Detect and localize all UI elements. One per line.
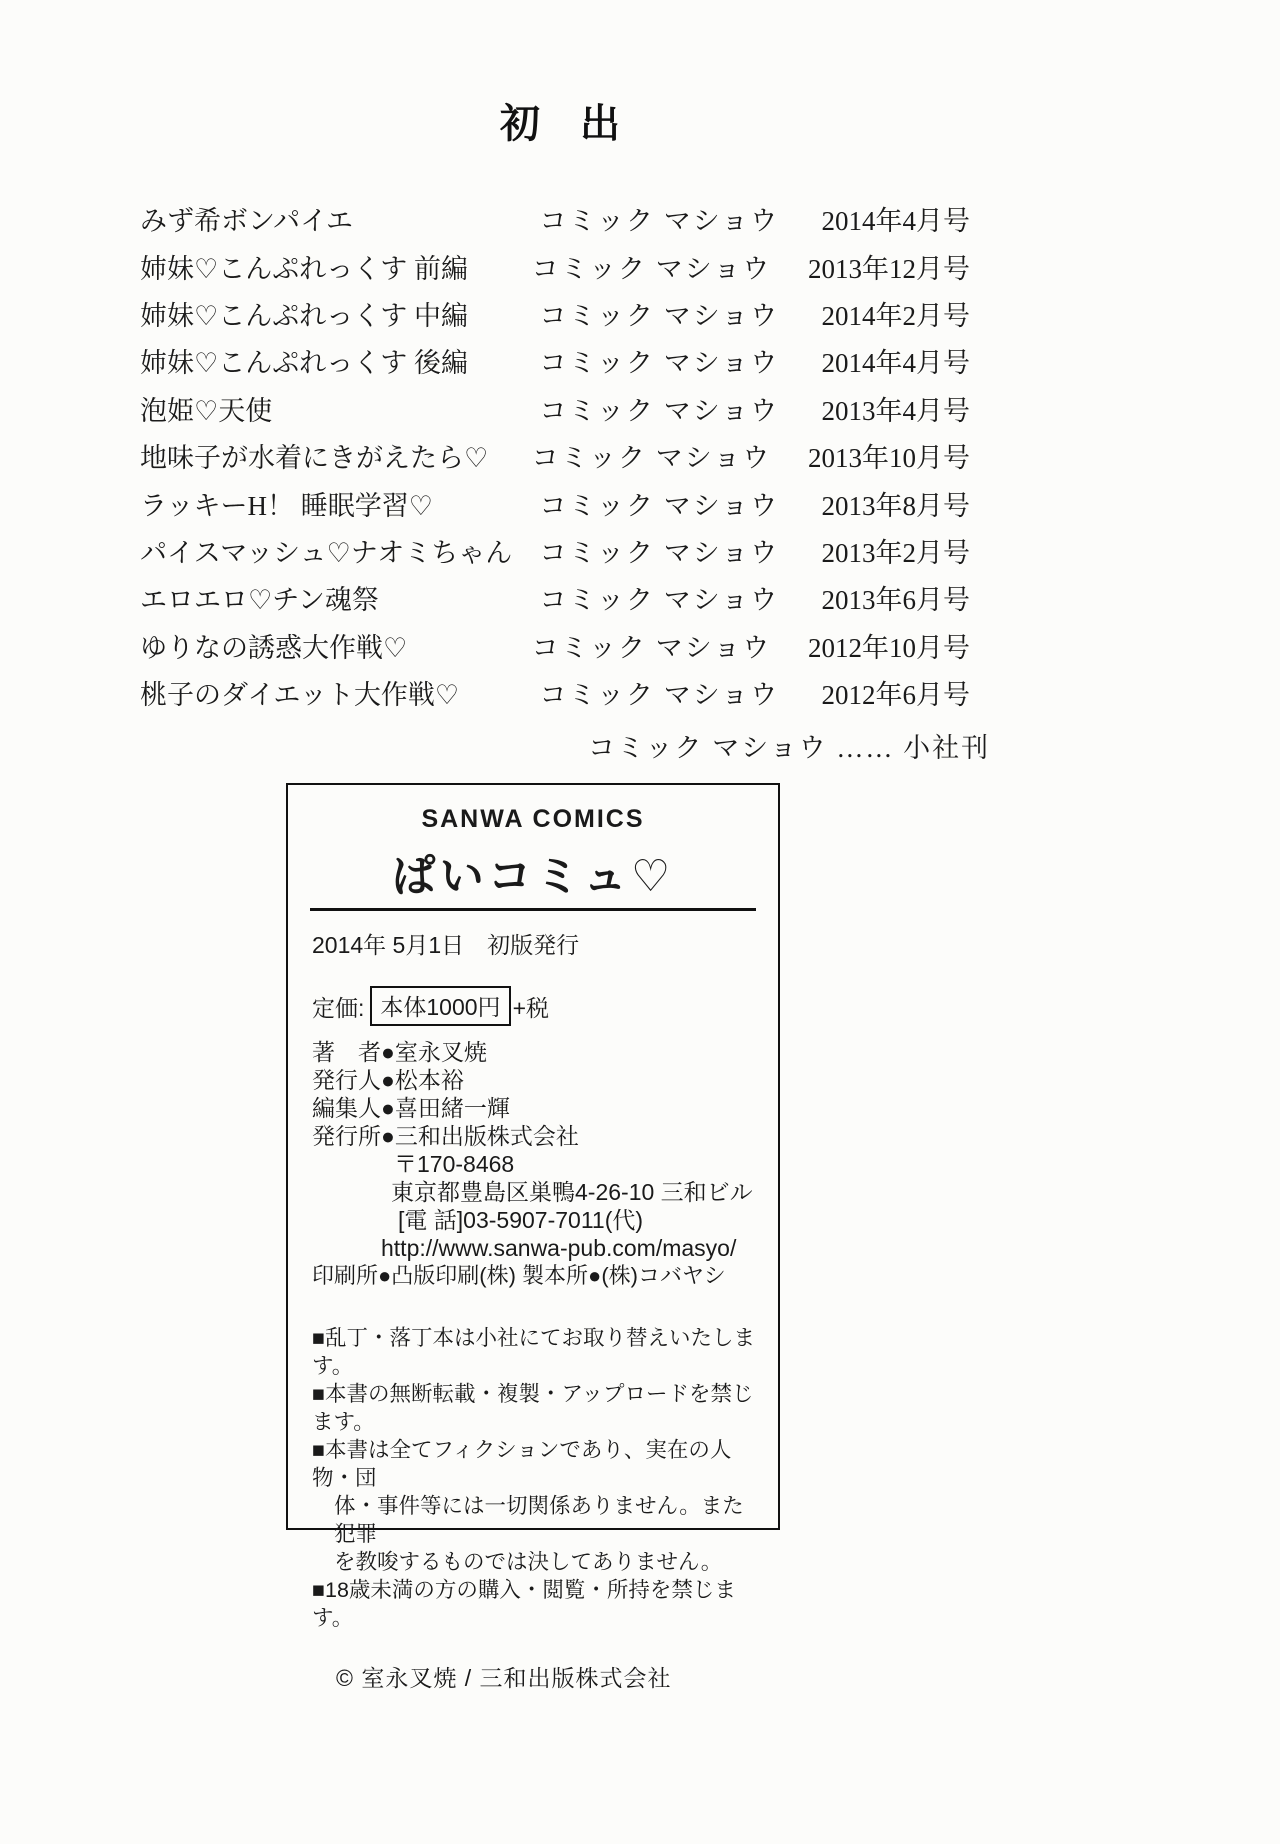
work-title: パイスマッシュ♡ナオミちゃん [140,537,513,568]
imprint-brand: SANWA COMICS [421,805,645,833]
credit-imprint: 発行所●三和出版株式会社 [312,1123,579,1149]
list-item [140,195,970,242]
publisher-url: http://www.sanwa-pub.com/masyo/ [381,1235,737,1261]
work-title: 姉妹♡こんぷれっくす 前編 [140,253,468,284]
issue-date: 2013年6月号 [821,585,970,616]
street-address: 東京都豊島区巣鴨4-26-10 三和ビル [391,1179,753,1205]
issue-date: 2013年10月号 [808,443,970,474]
page-title: 初 出 [500,101,620,146]
issue-date: 2013年12月号 [808,253,970,284]
issue-date: 2012年10月号 [808,632,970,663]
list-item [140,527,970,574]
legal-notices [312,1324,760,1632]
magazine-name: コミック マショウ [531,443,772,474]
work-title: みず希ボンパイエ [140,206,354,237]
list-item [140,669,970,716]
work-title: 泡姫♡天使 [140,395,273,426]
magazine-name: コミック マショウ [539,537,780,568]
magazine-publisher-note: コミック マショウ …… 小社刊 [588,733,991,763]
credit-publisher: 発行人●松本裕 [312,1067,464,1093]
credits-block [312,1038,778,1262]
issue-date: 2013年8月号 [821,490,970,521]
work-title: 姉妹♡こんぷれっくす 後編 [140,348,468,379]
title-divider [310,908,756,911]
magazine-name: コミック マショウ [539,348,780,379]
issue-date: 2012年6月号 [821,680,970,711]
credit-author: 著 者●室永叉焼 [312,1039,487,1065]
list-item [140,290,970,337]
magazine-name: コミック マショウ [539,490,780,521]
work-title: ゆりなの誘惑大作戦♡ [140,632,408,663]
notice-line: 体・事件等には一切関係ありません。また犯罪 [334,1494,744,1546]
work-title: ラッキーH！ 睡眠学習♡ [140,490,433,521]
list-item [140,574,970,621]
work-title: 地味子が水着にきがえたら♡ [140,443,489,474]
issue-date: 2013年4月号 [821,395,970,426]
work-title: 桃子のダイエット大作戦♡ [140,680,460,711]
issue-date: 2013年2月号 [821,537,970,568]
credit-editor: 編集人●喜田緒一輝 [312,1095,510,1121]
magazine-name: コミック マショウ [539,395,780,426]
issue-date: 2014年2月号 [821,300,970,331]
notice-line: を教唆するものでは決してありません。 [334,1550,723,1574]
list-item [140,432,970,479]
notice-line: ■18歳未満の方の購入・閲覧・所持を禁じます。 [312,1578,736,1630]
magazine-name: コミック マショウ [539,300,780,331]
printer-binder-line: 印刷所●凸版印刷(株) 製本所●(株)コバヤシ [312,1263,726,1288]
list-item [140,385,970,432]
price-label: 定価: [312,994,365,1021]
price-tax-suffix: +税 [512,994,549,1021]
work-title: 姉妹♡こんぷれっくす 中編 [140,300,468,331]
magazine-name: コミック マショウ [539,206,780,237]
list-item [140,337,970,384]
price-line [312,986,778,1026]
notice-line: ■本書の無断転載・複製・アップロードを禁じます。 [312,1382,754,1434]
phone-number: [電 話]03-5907-7011(代) [398,1207,644,1233]
magazine-name: コミック マショウ [531,253,772,284]
list-item [140,622,970,669]
notice-line: ■本書は全てフィクションであり、実在の人物・団 [312,1438,732,1490]
price-boxed-value: 本体1000円 [370,986,510,1026]
edition-date: 2014年 5月1日 初版発行 [312,932,580,958]
magazine-name: コミック マショウ [539,585,780,616]
book-title: ぱいコミュ♡ [391,852,675,901]
list-item [140,242,970,289]
issue-date: 2014年4月号 [821,348,970,379]
first-publication-list [140,195,970,716]
notice-line: ■乱丁・落丁本は小社にてお取り替えいたします。 [312,1326,755,1378]
magazine-name: コミック マショウ [539,680,780,711]
work-title: エロエロ♡チン魂祭 [140,585,379,616]
issue-date: 2014年4月号 [821,206,970,237]
list-item [140,479,970,526]
copyright-line: © 室永叉焼 / 三和出版株式会社 [336,1665,672,1691]
magazine-name: コミック マショウ [531,632,772,663]
colophon-box [286,783,780,1691]
postal-code: 〒170-8468 [394,1151,515,1177]
